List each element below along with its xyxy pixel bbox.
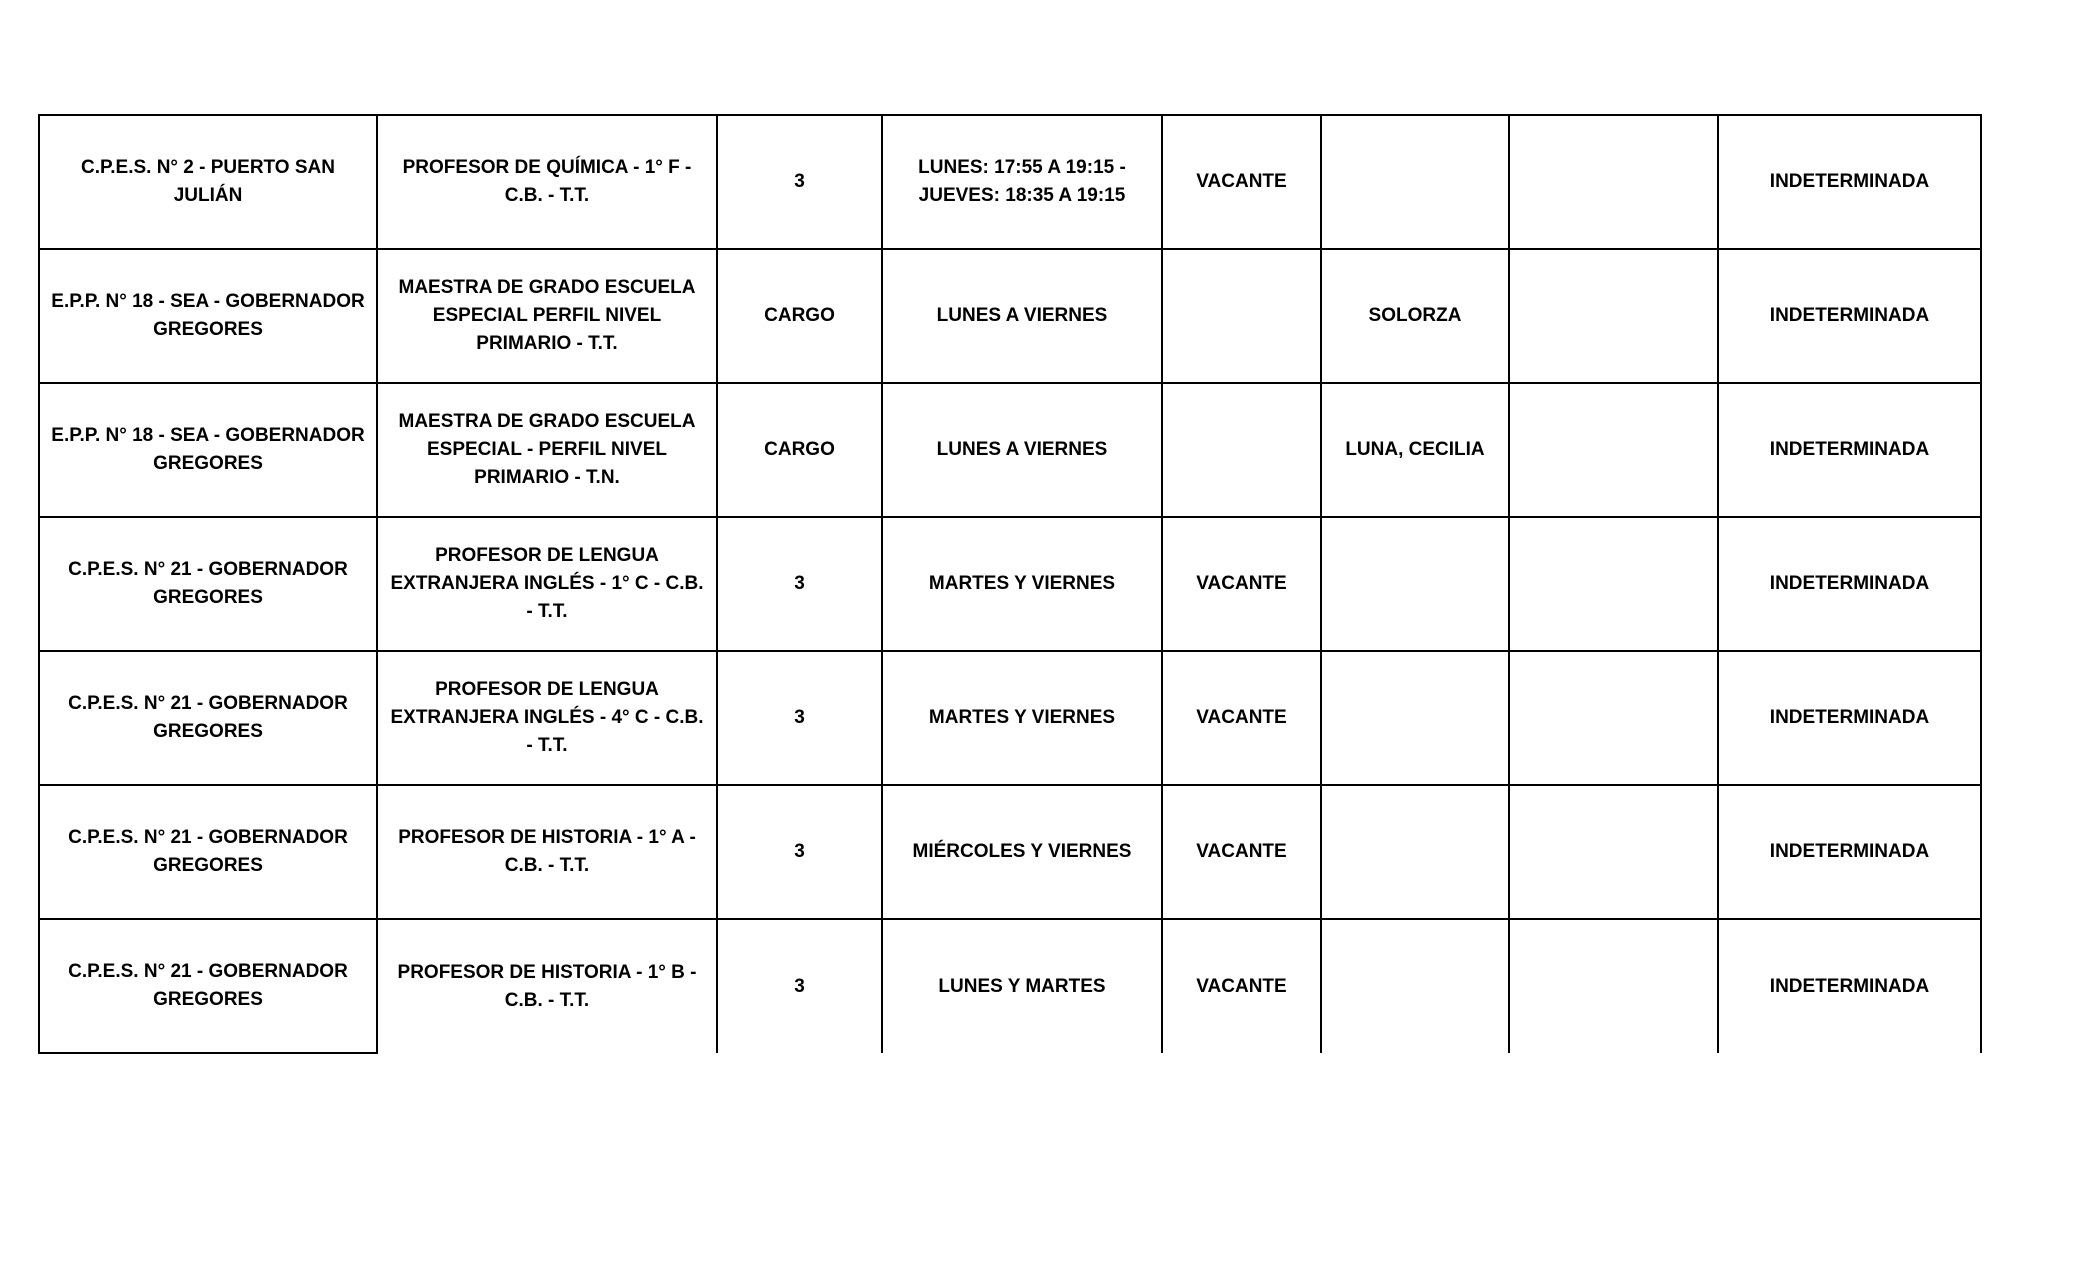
school-cell: C.P.E.S. N° 21 - GOBERNADOR GREGORES (39, 517, 377, 651)
position-cell: PROFESOR DE LENGUA EXTRANJERA INGLÉS - 1° C - C.B. - T.T. (377, 517, 717, 651)
hours-cell: 3 (717, 785, 882, 919)
school-cell: E.P.P. N° 18 - SEA - GOBERNADOR GREGORES (39, 383, 377, 517)
duration-cell: INDETERMINADA (1718, 919, 1981, 1053)
table-row (39, 919, 1981, 1053)
position-cell: MAESTRA DE GRADO ESCUELA ESPECIAL PERFIL NIVEL PRIMARIO - T.T. (377, 249, 717, 383)
table-row (39, 651, 1981, 785)
extra-cell (1509, 115, 1718, 249)
table-row (39, 383, 1981, 517)
extra-cell (1509, 383, 1718, 517)
duration-cell: INDETERMINADA (1718, 651, 1981, 785)
schedule-cell: MARTES Y VIERNES (882, 517, 1162, 651)
schedule-cell: LUNES A VIERNES (882, 249, 1162, 383)
extra-cell (1509, 517, 1718, 651)
holder-cell (1321, 115, 1509, 249)
schedule-cell: LUNES Y MARTES (882, 919, 1162, 1053)
table-row (39, 249, 1981, 383)
schedule-cell: MARTES Y VIERNES (882, 651, 1162, 785)
school-cell: E.P.P. N° 18 - SEA - GOBERNADOR GREGORES (39, 249, 377, 383)
school-cell: C.P.E.S. N° 21 - GOBERNADOR GREGORES (39, 651, 377, 785)
holder-cell: SOLORZA (1321, 249, 1509, 383)
hours-cell: 3 (717, 517, 882, 651)
holder-cell (1321, 517, 1509, 651)
duration-cell: INDETERMINADA (1718, 115, 1981, 249)
hours-cell: 3 (717, 651, 882, 785)
school-cell: C.P.E.S. N° 21 - GOBERNADOR GREGORES (39, 785, 377, 919)
position-cell: PROFESOR DE HISTORIA - 1° A - C.B. - T.T. (377, 785, 717, 919)
schedule-cell: MIÉRCOLES Y VIERNES (882, 785, 1162, 919)
holder-cell: LUNA, CECILIA (1321, 383, 1509, 517)
hours-cell: 3 (717, 115, 882, 249)
hours-cell: CARGO (717, 383, 882, 517)
holder-cell (1321, 785, 1509, 919)
position-cell: PROFESOR DE QUÍMICA - 1° F - C.B. - T.T. (377, 115, 717, 249)
table-row (39, 785, 1981, 919)
status-cell (1162, 383, 1321, 517)
vacancy-table (38, 114, 1982, 1054)
hours-cell: 3 (717, 919, 882, 1053)
holder-cell (1321, 919, 1509, 1053)
schedule-cell: LUNES A VIERNES (882, 383, 1162, 517)
extra-cell (1509, 919, 1718, 1053)
school-cell: C.P.E.S. N° 2 - PUERTO SAN JULIÁN (39, 115, 377, 249)
table-body (39, 115, 1981, 1053)
table-row (39, 115, 1981, 249)
duration-cell: INDETERMINADA (1718, 249, 1981, 383)
schedule-cell: LUNES: 17:55 A 19:15 - JUEVES: 18:35 A 19:15 (882, 115, 1162, 249)
duration-cell: INDETERMINADA (1718, 383, 1981, 517)
holder-cell (1321, 651, 1509, 785)
duration-cell: INDETERMINADA (1718, 785, 1981, 919)
hours-cell: CARGO (717, 249, 882, 383)
table-row (39, 517, 1981, 651)
status-cell: VACANTE (1162, 517, 1321, 651)
status-cell (1162, 249, 1321, 383)
position-cell: MAESTRA DE GRADO ESCUELA ESPECIAL - PERFIL NIVEL PRIMARIO - T.N. (377, 383, 717, 517)
status-cell: VACANTE (1162, 651, 1321, 785)
extra-cell (1509, 249, 1718, 383)
status-cell: VACANTE (1162, 785, 1321, 919)
position-cell: PROFESOR DE HISTORIA - 1° B - C.B. - T.T. (377, 919, 717, 1053)
extra-cell (1509, 785, 1718, 919)
position-cell: PROFESOR DE LENGUA EXTRANJERA INGLÉS - 4° C - C.B. - T.T. (377, 651, 717, 785)
extra-cell (1509, 651, 1718, 785)
duration-cell: INDETERMINADA (1718, 517, 1981, 651)
status-cell: VACANTE (1162, 919, 1321, 1053)
status-cell: VACANTE (1162, 115, 1321, 249)
school-cell: C.P.E.S. N° 21 - GOBERNADOR GREGORES (39, 919, 377, 1053)
